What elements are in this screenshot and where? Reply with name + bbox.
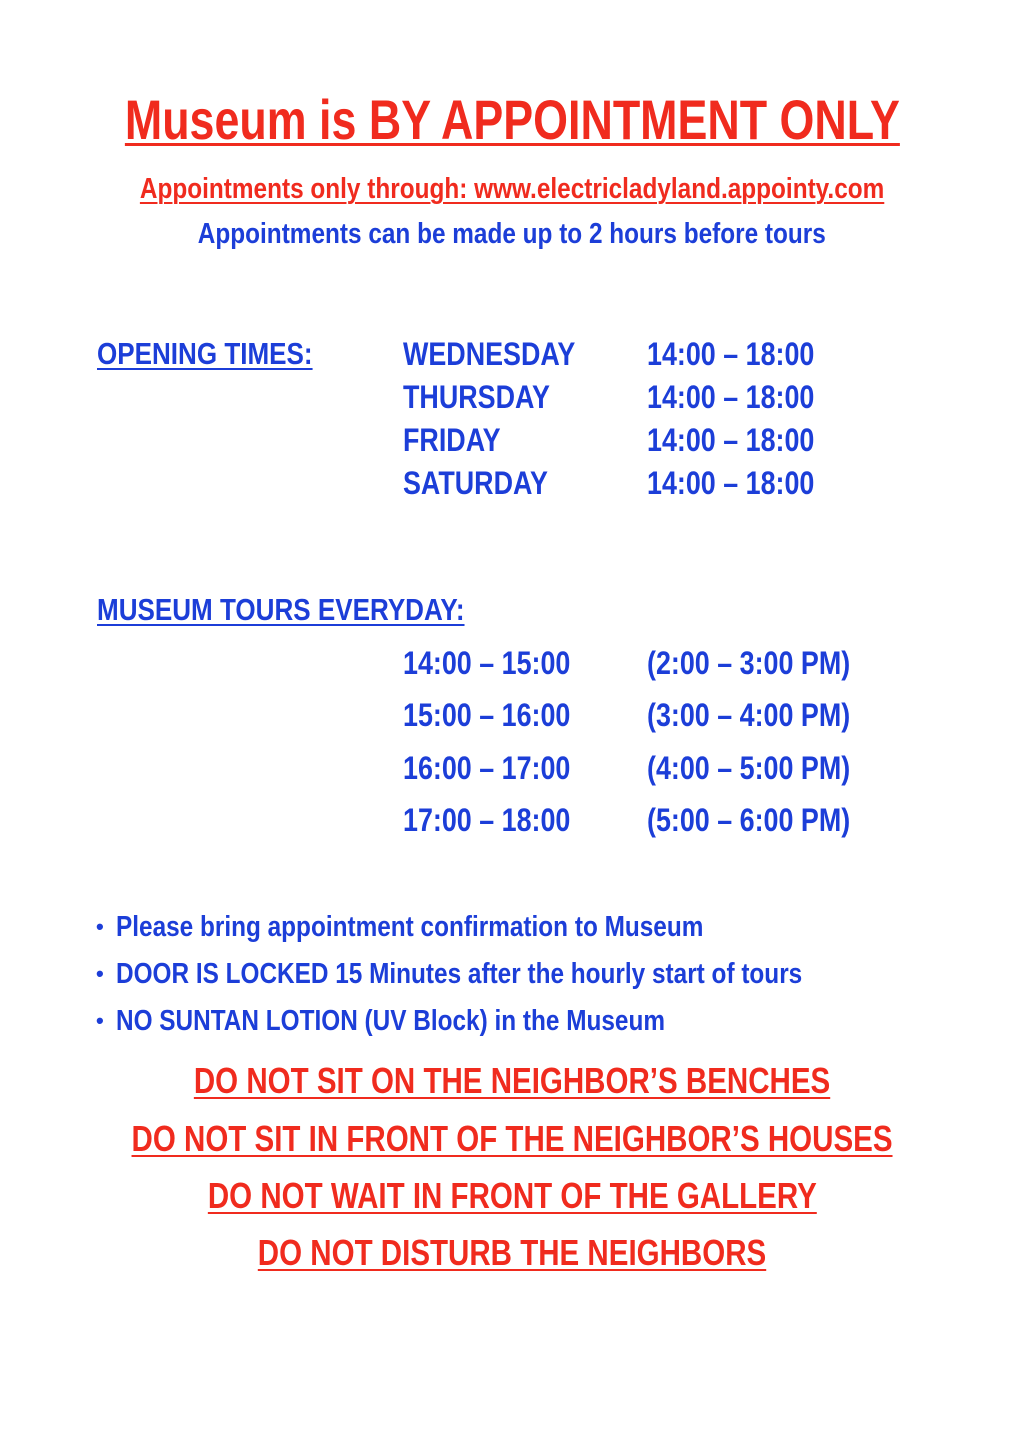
tour-time-12h-label: (4:00 – 5:00 PM) [647, 750, 851, 786]
tour-time-24h-label: 17:00 – 18:00 [403, 802, 571, 838]
tour-time-12h [647, 697, 889, 733]
opening-times-heading [97, 336, 354, 372]
warning-text: DO NOT DISTURB THE NEIGHBORS [257, 1232, 767, 1273]
opening-day-label: FRIDAY [403, 422, 501, 458]
warning-text: DO NOT SIT IN FRONT OF THE NEIGHBOR’S HOUSES [131, 1118, 893, 1159]
opening-day-friday [403, 422, 519, 458]
tour-time-24h [403, 645, 602, 681]
note-text: Please bring appointment confirmation to Museum [116, 911, 704, 943]
opening-day-thursday [403, 379, 578, 415]
tour-time-24h-label: 15:00 – 16:00 [403, 697, 571, 733]
tour-time-24h-label: 16:00 – 17:00 [403, 750, 571, 786]
opening-hours-label: 14:00 – 18:00 [647, 465, 815, 501]
tour-time-24h [403, 750, 602, 786]
warning-neighbors [0, 1233, 1024, 1273]
opening-hours-saturday [647, 465, 846, 501]
warning-text: DO NOT WAIT IN FRONT OF THE GALLERY [207, 1175, 817, 1216]
tour-time-12h-label: (5:00 – 6:00 PM) [647, 802, 851, 838]
warning-houses [0, 1119, 1024, 1159]
appointment-link-line [0, 172, 1024, 206]
opening-hours-wednesday [647, 336, 846, 372]
opening-day-saturday [403, 465, 575, 501]
appointment-note [0, 217, 1024, 251]
opening-day-wednesday [403, 336, 608, 372]
warning-text: DO NOT SIT ON THE NEIGHBOR’S BENCHES [193, 1060, 831, 1101]
tour-time-24h [403, 697, 602, 733]
opening-hours-label: 14:00 – 18:00 [647, 379, 815, 415]
tours-heading-text: MUSEUM TOURS EVERYDAY: [97, 592, 465, 627]
tour-time-24h-label: 14:00 – 15:00 [403, 645, 571, 681]
tour-time-12h-label: (3:00 – 4:00 PM) [647, 697, 851, 733]
tour-time-12h [647, 645, 889, 681]
tour-time-12h [647, 802, 889, 838]
opening-day-label: THURSDAY [403, 379, 550, 415]
opening-times-heading-text: OPENING TIMES: [97, 336, 313, 371]
opening-hours-label: 14:00 – 18:00 [647, 422, 815, 458]
opening-hours-thursday [647, 379, 846, 415]
appointment-note-text: Appointments can be made up to 2 hours before tours [197, 218, 827, 250]
notes-list [96, 903, 933, 1044]
bullet-icon: • [96, 961, 104, 986]
title-text: Museum is BY APPOINTMENT ONLY [124, 88, 900, 151]
note-text: NO SUNTAN LOTION (UV Block) in the Museum [116, 1005, 666, 1037]
list-item [96, 903, 933, 950]
tour-time-12h-label: (2:00 – 3:00 PM) [647, 645, 851, 681]
opening-day-label: SATURDAY [403, 465, 548, 501]
tour-time-12h [647, 750, 889, 786]
bullet-icon: • [96, 914, 104, 939]
tour-time-24h [403, 802, 602, 838]
tours-heading [97, 592, 535, 628]
list-item [96, 997, 933, 1044]
note-text: DOOR IS LOCKED 15 Minutes after the hourly start of tours [116, 958, 803, 990]
bullet-icon: • [96, 1008, 104, 1033]
opening-hours-label: 14:00 – 18:00 [647, 336, 815, 372]
opening-hours-friday [647, 422, 846, 458]
warning-gallery [0, 1176, 1024, 1216]
list-item [96, 950, 933, 997]
opening-day-label: WEDNESDAY [403, 336, 576, 372]
appointment-link[interactable]: Appointments only through: www.electricladyland.appointy.com [139, 173, 885, 205]
page-title [0, 90, 1024, 150]
warning-benches [0, 1061, 1024, 1101]
